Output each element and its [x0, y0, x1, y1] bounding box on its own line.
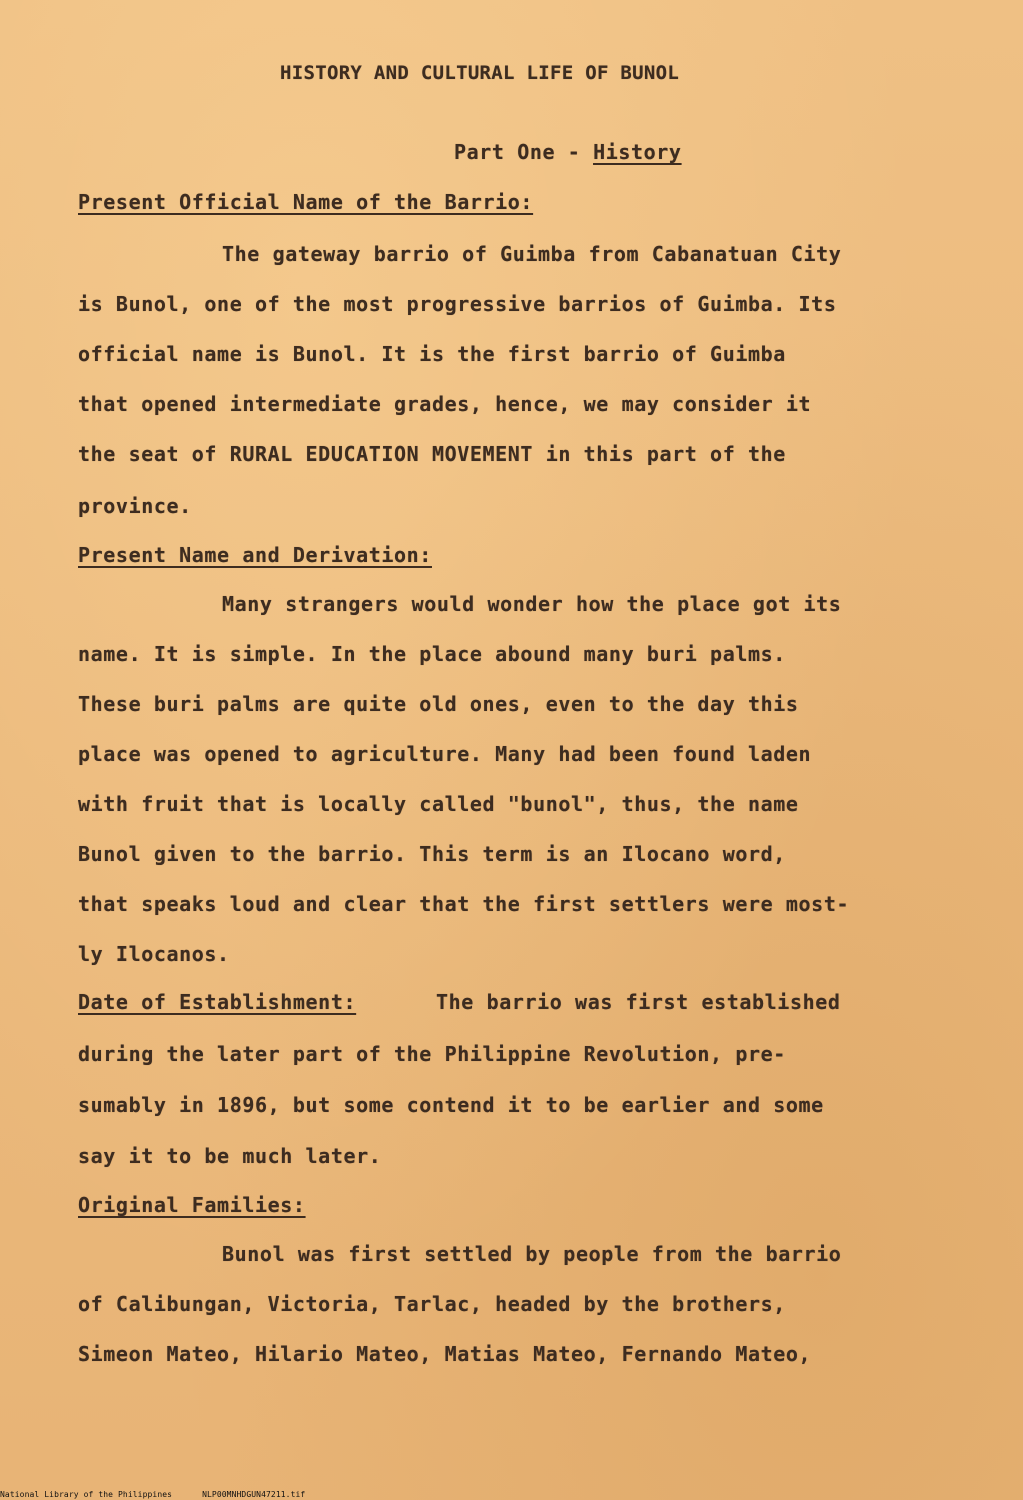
- paragraph-line: province.: [78, 494, 192, 518]
- paragraph-line: of Calibungan, Victoria, Tarlac, headed by the brothers,: [78, 1292, 786, 1316]
- footer-library: National Library of the Philippines: [0, 1490, 173, 1499]
- paragraph-line: sumably in 1896, but some contend it to be earlier and some: [78, 1093, 824, 1117]
- paragraph-line: Many strangers would wonder how the place got its: [222, 592, 842, 616]
- paragraph-line: the seat of RURAL EDUCATION MOVEMENT in this part of the: [78, 442, 786, 466]
- paragraph-line: These buri palms are quite old ones, even to the day this: [78, 692, 799, 716]
- footer-file: NLP00MNHDGUN47211.tif: [202, 1490, 306, 1499]
- paragraph-line: official name is Bunol. It is the first barrio of Guimba: [78, 342, 786, 366]
- paragraph-line: Simeon Mateo, Hilario Mateo, Matias Mateo, Fernando Mateo,: [78, 1342, 812, 1366]
- section-heading-official-name: Present Official Name of the Barrio:: [78, 190, 534, 214]
- part-name: History: [593, 140, 682, 164]
- paragraph-line: Bunol given to the barrio. This term is an Ilocano word,: [78, 842, 786, 866]
- section-heading-establishment: Date of Establishment:: [78, 990, 357, 1014]
- part-heading: [454, 140, 682, 164]
- section-heading-name-derivation: Present Name and Derivation:: [78, 543, 432, 567]
- paragraph-line: that speaks loud and clear that the first settlers were most-: [78, 892, 850, 916]
- paragraph-line: The barrio was first established: [436, 990, 841, 1014]
- document-title: HISTORY AND CULTURAL LIFE OF BUNOL: [280, 62, 680, 84]
- paragraph-line: Bunol was first settled by people from the barrio: [222, 1242, 842, 1266]
- scan-footer: [0, 1490, 335, 1499]
- paragraph-line: is Bunol, one of the most progressive barrios of Guimba. Its: [78, 292, 837, 316]
- paragraph-line: ly Ilocanos.: [78, 942, 230, 966]
- paragraph-line: name. It is simple. In the place abound many buri palms.: [78, 642, 786, 666]
- paragraph-line: that opened intermediate grades, hence, we may consider it: [78, 392, 812, 416]
- paragraph-line: The gateway barrio of Guimba from Cabanatuan City: [222, 242, 842, 266]
- paragraph-line: with fruit that is locally called "bunol", thus, the name: [78, 792, 799, 816]
- part-label: Part One -: [454, 140, 594, 164]
- paragraph-line: say it to be much later.: [78, 1144, 382, 1168]
- paragraph-line: during the later part of the Philippine Revolution, pre-: [78, 1042, 786, 1066]
- section-heading-original-families: Original Families:: [78, 1193, 306, 1217]
- paragraph-line: place was opened to agriculture. Many had been found laden: [78, 742, 812, 766]
